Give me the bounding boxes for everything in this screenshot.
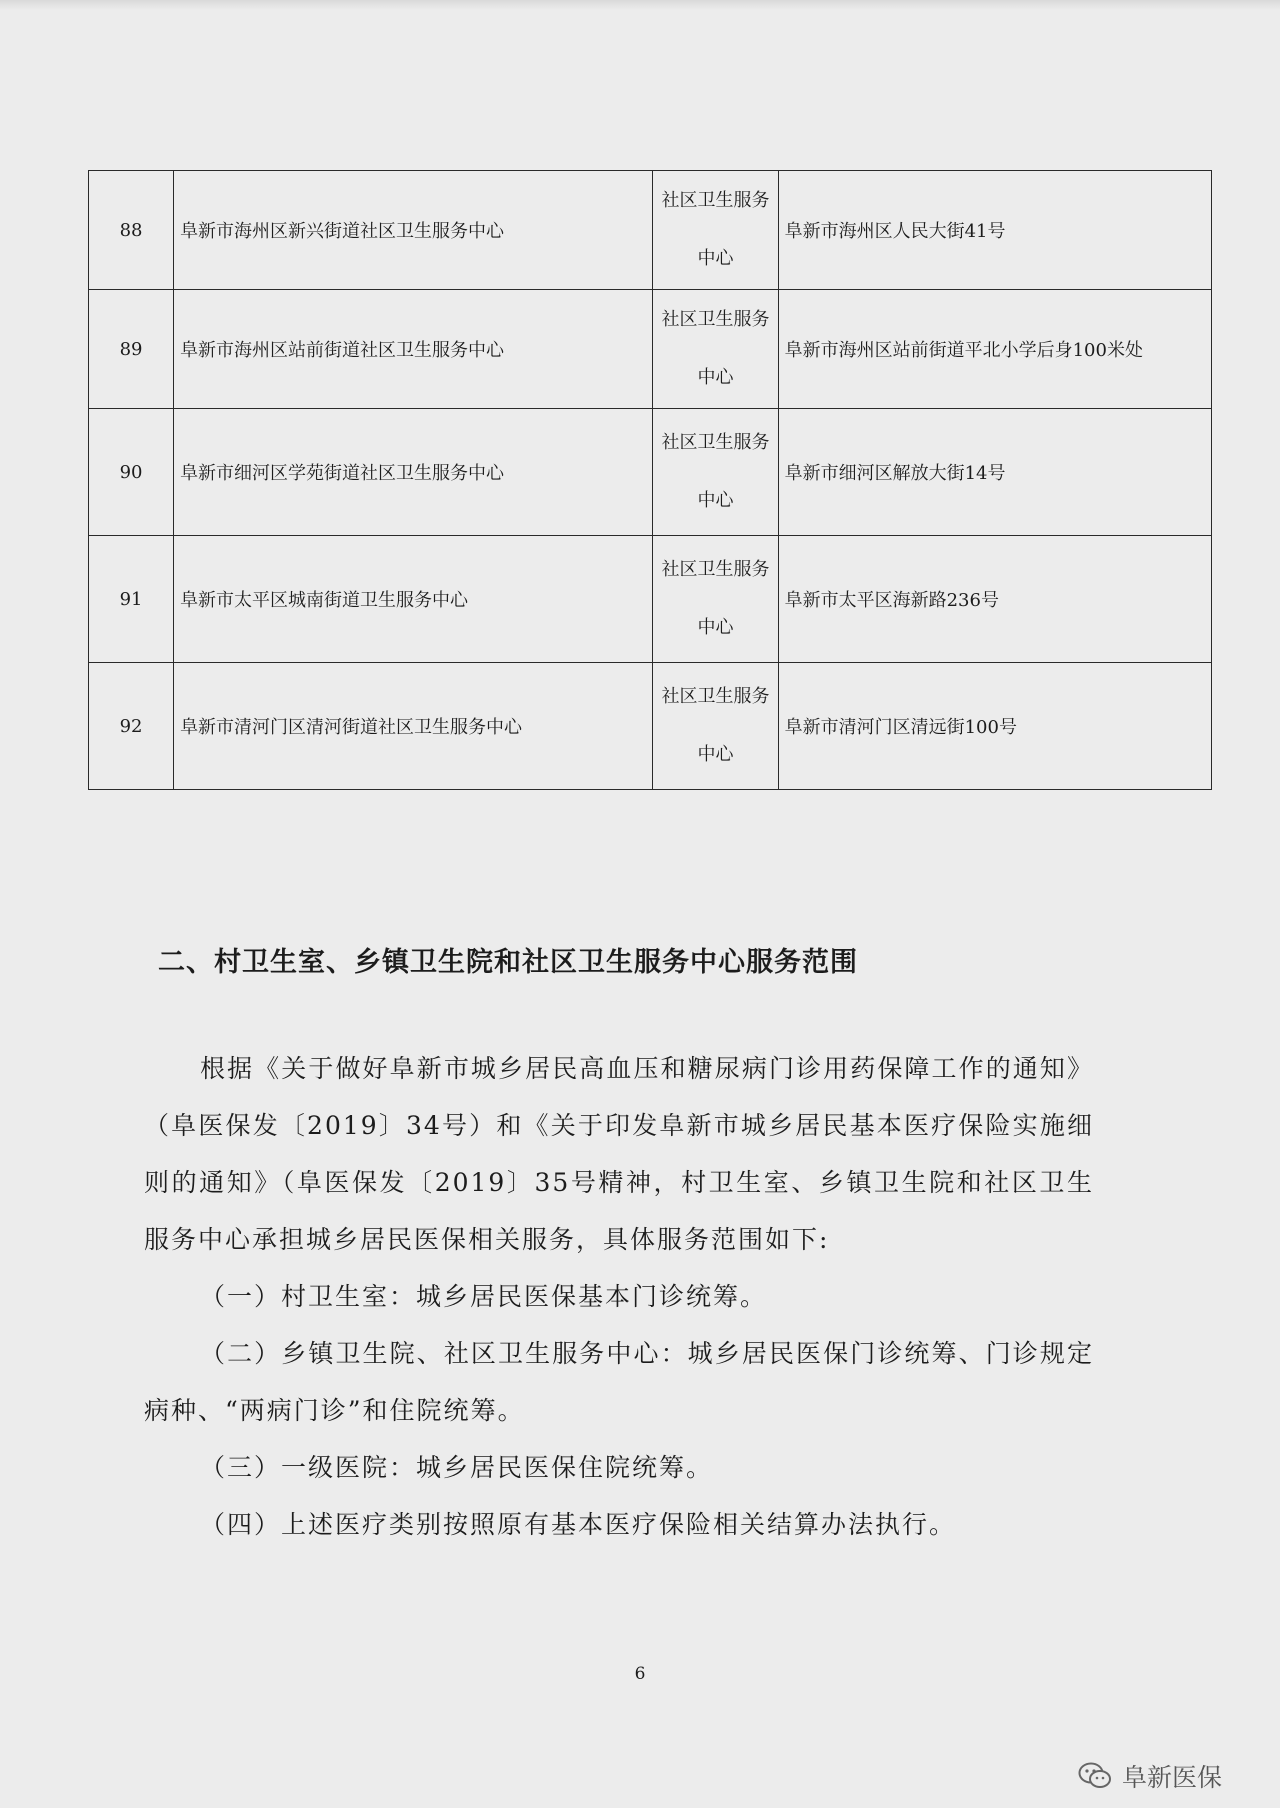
facility-name: 阜新市太平区城南街道卫生服务中心 xyxy=(174,536,653,663)
facility-name: 阜新市海州区新兴街道社区卫生服务中心 xyxy=(174,171,653,290)
facility-name: 阜新市细河区学苑街道社区卫生服务中心 xyxy=(174,409,653,536)
table-row xyxy=(89,290,1212,409)
facility-type-line2: 中心 xyxy=(697,367,734,388)
facility-type-line1: 社区卫生服务 xyxy=(661,432,770,453)
facility-address: 阜新市太平区海新路236号 xyxy=(778,536,1211,663)
facility-type xyxy=(653,290,778,409)
row-number: 88 xyxy=(89,171,174,290)
facility-type-line2: 中心 xyxy=(697,744,734,765)
row-number: 89 xyxy=(89,290,174,409)
facility-address: 阜新市细河区解放大街14号 xyxy=(778,409,1211,536)
scan-edge xyxy=(0,0,1280,10)
row-number: 92 xyxy=(89,663,174,790)
table-row xyxy=(89,536,1212,663)
facility-type xyxy=(653,409,778,536)
list-item: （一）村卫生室：城乡居民医保基本门诊统筹。 xyxy=(200,1282,768,1311)
body-text xyxy=(144,1040,1094,1553)
facility-table xyxy=(88,170,1212,790)
facility-type xyxy=(653,536,778,663)
list-item: （四）上述医疗类别按照原有基本医疗保险相关结算办法执行。 xyxy=(200,1510,957,1539)
page-number: 6 xyxy=(634,1664,646,1684)
facility-name: 阜新市海州区站前街道社区卫生服务中心 xyxy=(174,290,653,409)
facility-type-line1: 社区卫生服务 xyxy=(661,190,770,211)
facility-type-line1: 社区卫生服务 xyxy=(661,686,770,707)
facility-type-line1: 社区卫生服务 xyxy=(661,309,770,330)
table-row xyxy=(89,663,1212,790)
facility-type-line2: 中心 xyxy=(697,490,734,511)
paragraph: 根据《关于做好阜新市城乡居民高血压和糖尿病门诊用药保障工作的通知》（阜医保发〔2019〕34号）和《关于印发阜新市城乡居民基本医疗保险实施细则的通知》（阜医保发〔2019〕35号精神，村卫生室、乡镇卫生院和社区卫生服务中心承担城乡居民医保相关服务，具体服务范围如下: xyxy=(144,1054,1094,1254)
facility-type-line2: 中心 xyxy=(697,248,734,269)
watermark-text: 阜新医保 xyxy=(1122,1763,1223,1792)
facility-address: 阜新市海州区站前街道平北小学后身100米处 xyxy=(778,290,1211,409)
wechat-icon xyxy=(1078,1762,1112,1790)
facility-type xyxy=(653,171,778,290)
table-row xyxy=(89,171,1212,290)
section-title: 二、村卫生室、乡镇卫生院和社区卫生服务中心服务范围 xyxy=(158,947,858,978)
table-row xyxy=(89,409,1212,536)
row-number: 91 xyxy=(89,536,174,663)
facility-type-line2: 中心 xyxy=(697,617,734,638)
facility-address: 阜新市海州区人民大街41号 xyxy=(778,171,1211,290)
facility-type xyxy=(653,663,778,790)
facility-type-line1: 社区卫生服务 xyxy=(661,559,770,580)
list-item: （三）一级医院：城乡居民医保住院统筹。 xyxy=(200,1453,714,1482)
row-number: 90 xyxy=(89,409,174,536)
list-item: （二）乡镇卫生院、社区卫生服务中心：城乡居民医保门诊统筹、门诊规定病种、“两病门诊”和住院统筹。 xyxy=(144,1339,1094,1425)
watermark xyxy=(1078,1758,1222,1794)
facility-address: 阜新市清河门区清远街100号 xyxy=(778,663,1211,790)
facility-name: 阜新市清河门区清河街道社区卫生服务中心 xyxy=(174,663,653,790)
